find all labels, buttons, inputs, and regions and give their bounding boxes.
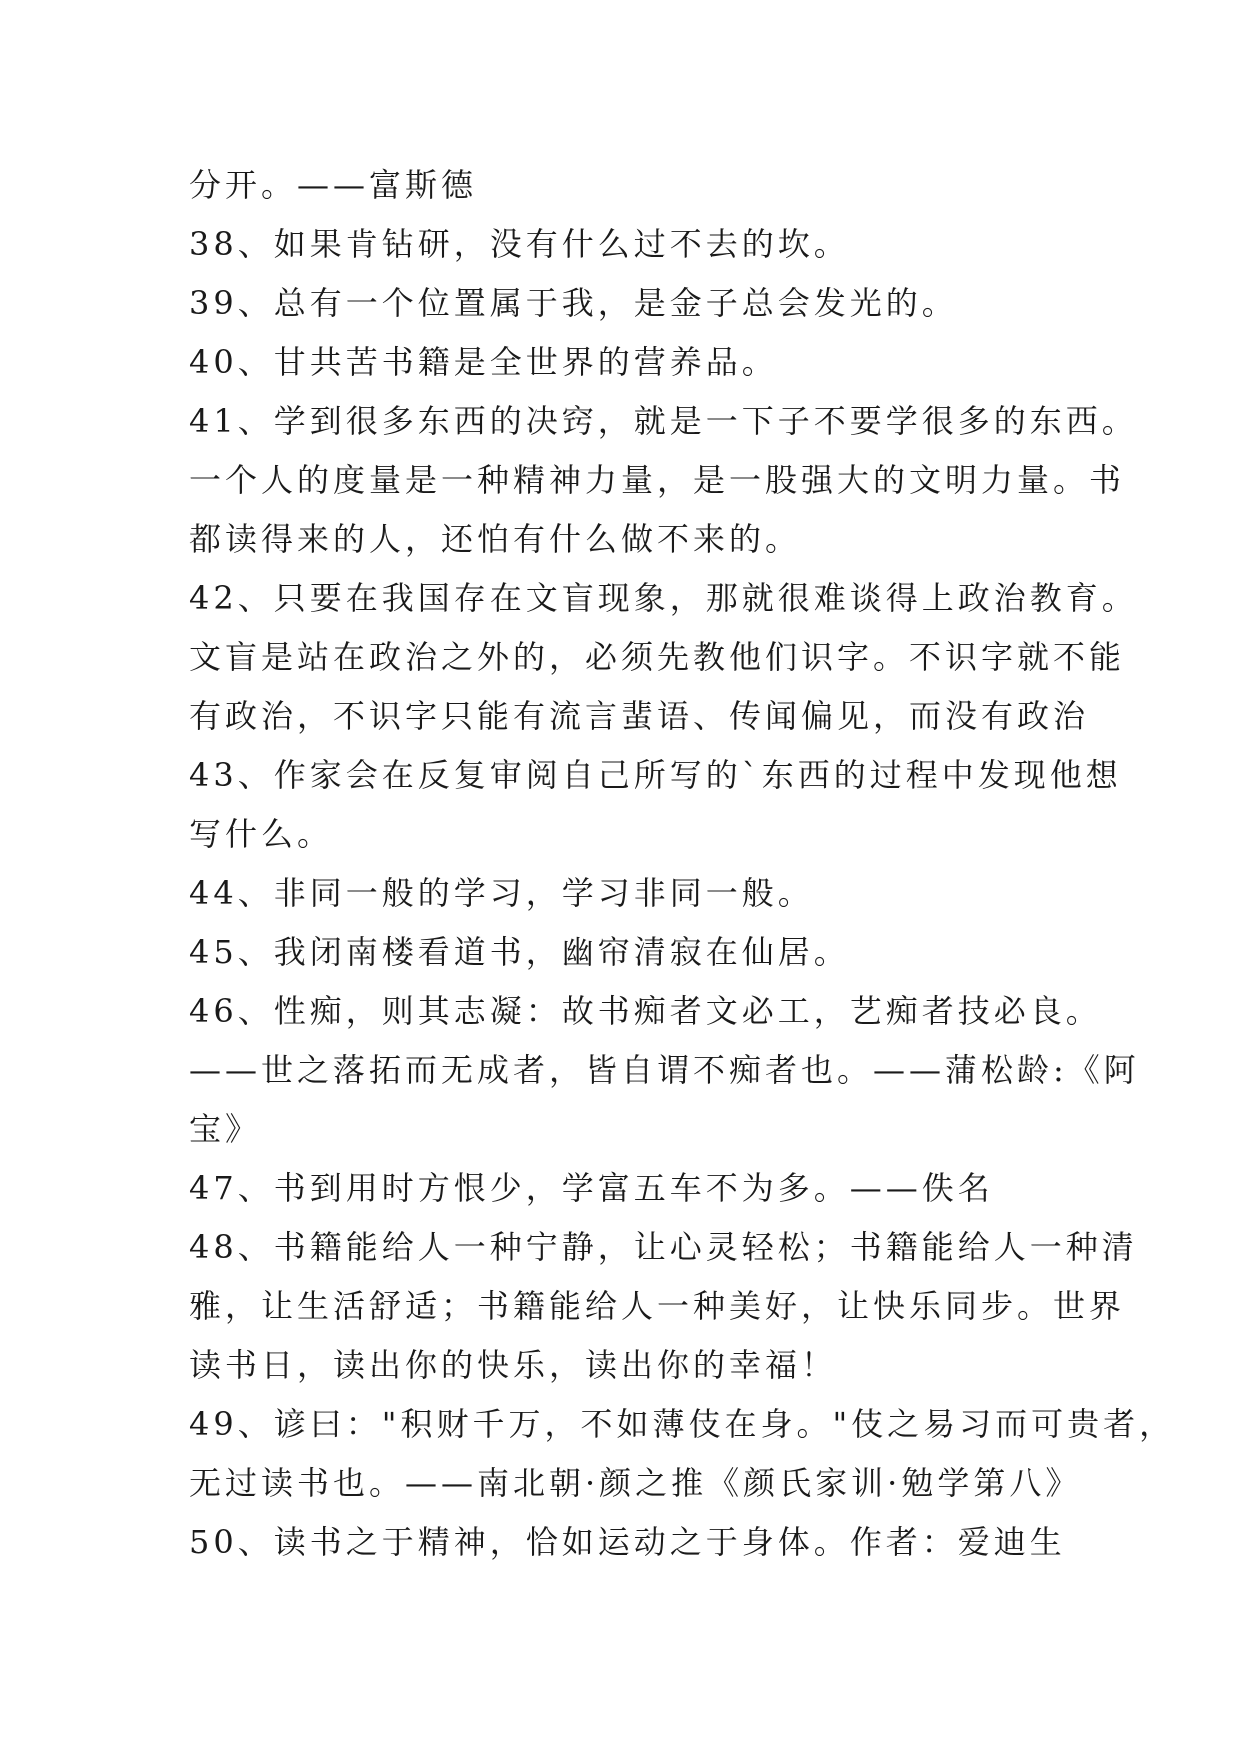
text-line: 38、如果肯钻研，没有什么过不去的坎。 (189, 225, 850, 263)
text-line: 都读得来的人，还怕有什么做不来的。 (189, 520, 802, 558)
text-line: 45、我闭南楼看道书，幽帘清寂在仙居。 (189, 933, 850, 971)
text-line: 40、甘共苦书籍是全世界的营养品。 (189, 343, 778, 381)
text-line: 48、书籍能给人一种宁静，让心灵轻松；书籍能给人一种清 (189, 1228, 1138, 1266)
text-line: 分开。——富斯德 (189, 166, 478, 204)
text-line: ——世之落拓而无成者，皆自谓不痴者也。——蒲松龄:《阿 (189, 1051, 1140, 1089)
text-line: 47、书到用时方恨少，学富五车不为多。——佚名 (189, 1169, 994, 1207)
text-line: 一个人的度量是一种精神力量，是一股强大的文明力量。书 (189, 461, 1126, 499)
text-line: 50、读书之于精神，恰如运动之于身体。作者：爱迪生 (189, 1523, 1066, 1561)
text-line: 46、性痴，则其志凝：故书痴者文必工，艺痴者技必良。 (189, 992, 1102, 1030)
text-line: 43、作家会在反复审阅自己所写的`东西的过程中发现他想 (189, 756, 1122, 794)
text-line: 有政治，不识字只能有流言蜚语、传闻偏见，而没有政治 (189, 697, 1090, 735)
text-line: 无过读书也。——南北朝·颜之推《颜氏家训·勉学第八》 (189, 1464, 1082, 1502)
text-line: 41、学到很多东西的决窍，就是一下子不要学很多的东西。 (189, 402, 1138, 440)
document-body (189, 156, 1176, 1572)
text-line: 雅，让生活舒适；书籍能给人一种美好，让快乐同步。世界 (189, 1287, 1126, 1325)
text-line: 39、总有一个位置属于我，是金子总会发光的。 (189, 284, 958, 322)
text-line: 写什么。 (189, 815, 334, 853)
text-line: 42、只要在我国存在文盲现象，那就很难谈得上政治教育。 (189, 579, 1138, 617)
text-line: 文盲是站在政治之外的，必须先教他们识字。不识字就不能 (189, 638, 1126, 676)
text-line: 宝》 (189, 1110, 262, 1148)
text-line: 49、谚曰："积财千万，不如薄伎在身。"伎之易习而可贵者， (189, 1405, 1176, 1443)
text-line: 读书日，读出你的快乐，读出你的幸福！ (189, 1346, 838, 1384)
text-line: 44、非同一般的学习，学习非同一般。 (189, 874, 814, 912)
